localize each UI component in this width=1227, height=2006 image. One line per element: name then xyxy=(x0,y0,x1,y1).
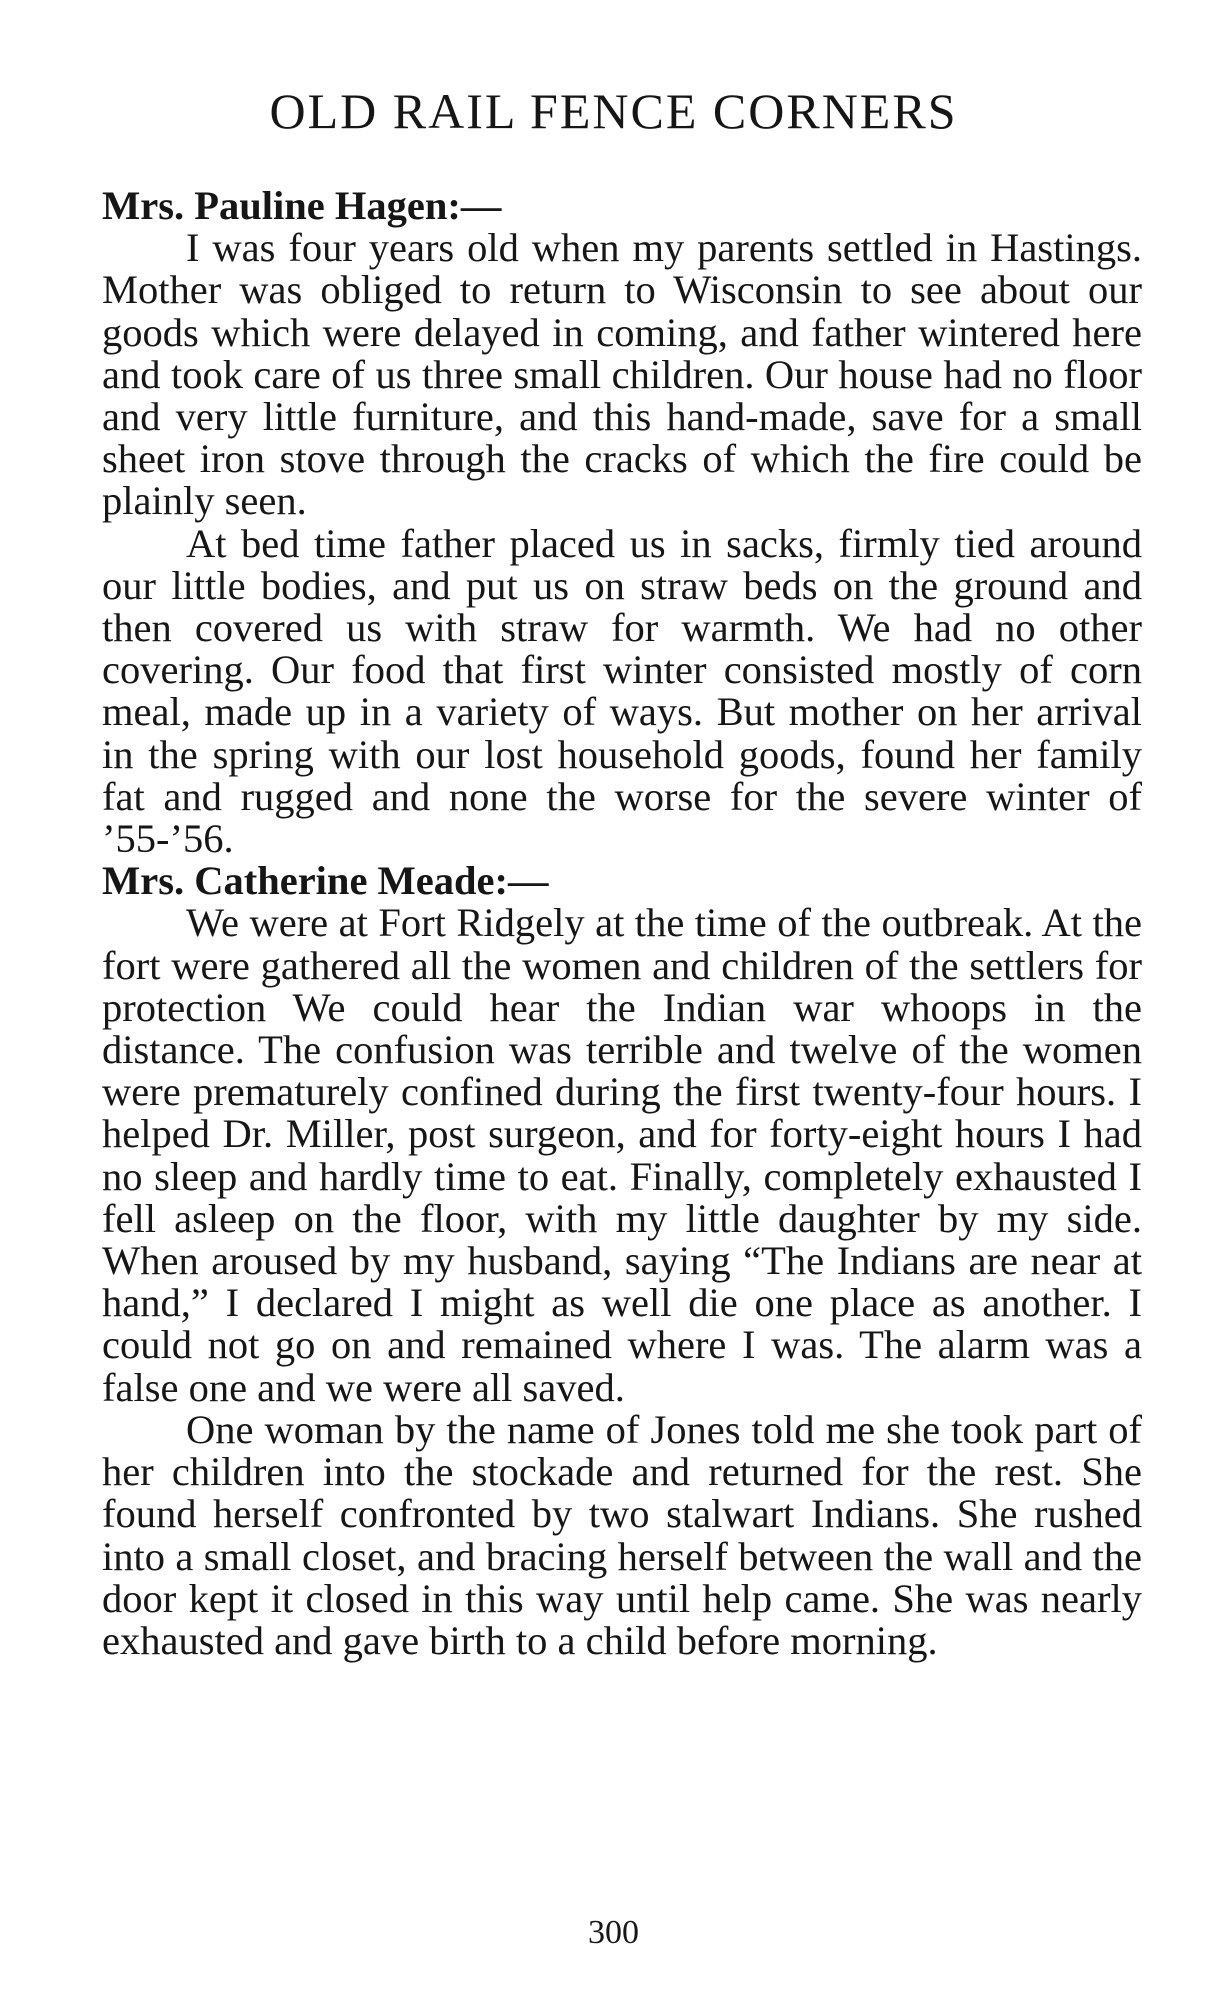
page-body xyxy=(102,185,1142,1662)
paragraph: We were at Fort Ridgely at the time of the outbreak. At the fort were gathered all the women and children of the settlers for protection We could hear the Indian war whoops in the distance. The confusion was terrible and twelve of the women were prematurely confined during the first twenty-four hours. I helped Dr. Miller, post surgeon, and for forty-eight hours I had no sleep and hardly time to eat. Finally, completely exhausted I fell asleep on the floor, with my little daughter by my side. When aroused by my husband, saying “The Indians are near at hand,” I declared I might as well die one place as another. I could not go on and remained where I was. The alarm was a false one and we were all saved. xyxy=(102,900,1142,1410)
speaker-heading: Mrs. Pauline Hagen:— xyxy=(102,183,502,228)
paragraph: At bed time father placed us in sacks, firmly tied around our little bodies, and put us on straw beds on the ground and then covered us with straw for warmth. We had no other covering. Our food that first winter consisted mostly of corn meal, made up in a variety of ways. But mother on her arrival in the spring with our lost household goods, found her family fat and rugged and none the worse for the severe winter of ’55-’56. xyxy=(102,520,1142,862)
speaker-heading: Mrs. Catherine Meade:— xyxy=(102,858,549,904)
paragraph: One woman by the name of Jones told me she took part of her children into the stockade and returned for the rest. She found herself confronted by two stalwart Indians. She rushed into a small closet, and bracing herself between the wall and the door kept it closed in this way until help came. She was nearly exhausted and gave birth to a child before morning. xyxy=(102,1406,1142,1663)
running-head: OLD RAIL FENCE CORNERS xyxy=(269,83,958,139)
page-number: 300 xyxy=(588,1914,639,1951)
paragraph: I was four years old when my parents settled in Hastings. Mother was obliged to return to Wisconsin to see about our goods which were delayed in coming, and father wintered here and took care of us three small children. Our house had no floor and very little furniture, and this hand-made, save for a small sheet iron stove through the cracks of which the fire could be plainly seen. xyxy=(102,225,1142,524)
